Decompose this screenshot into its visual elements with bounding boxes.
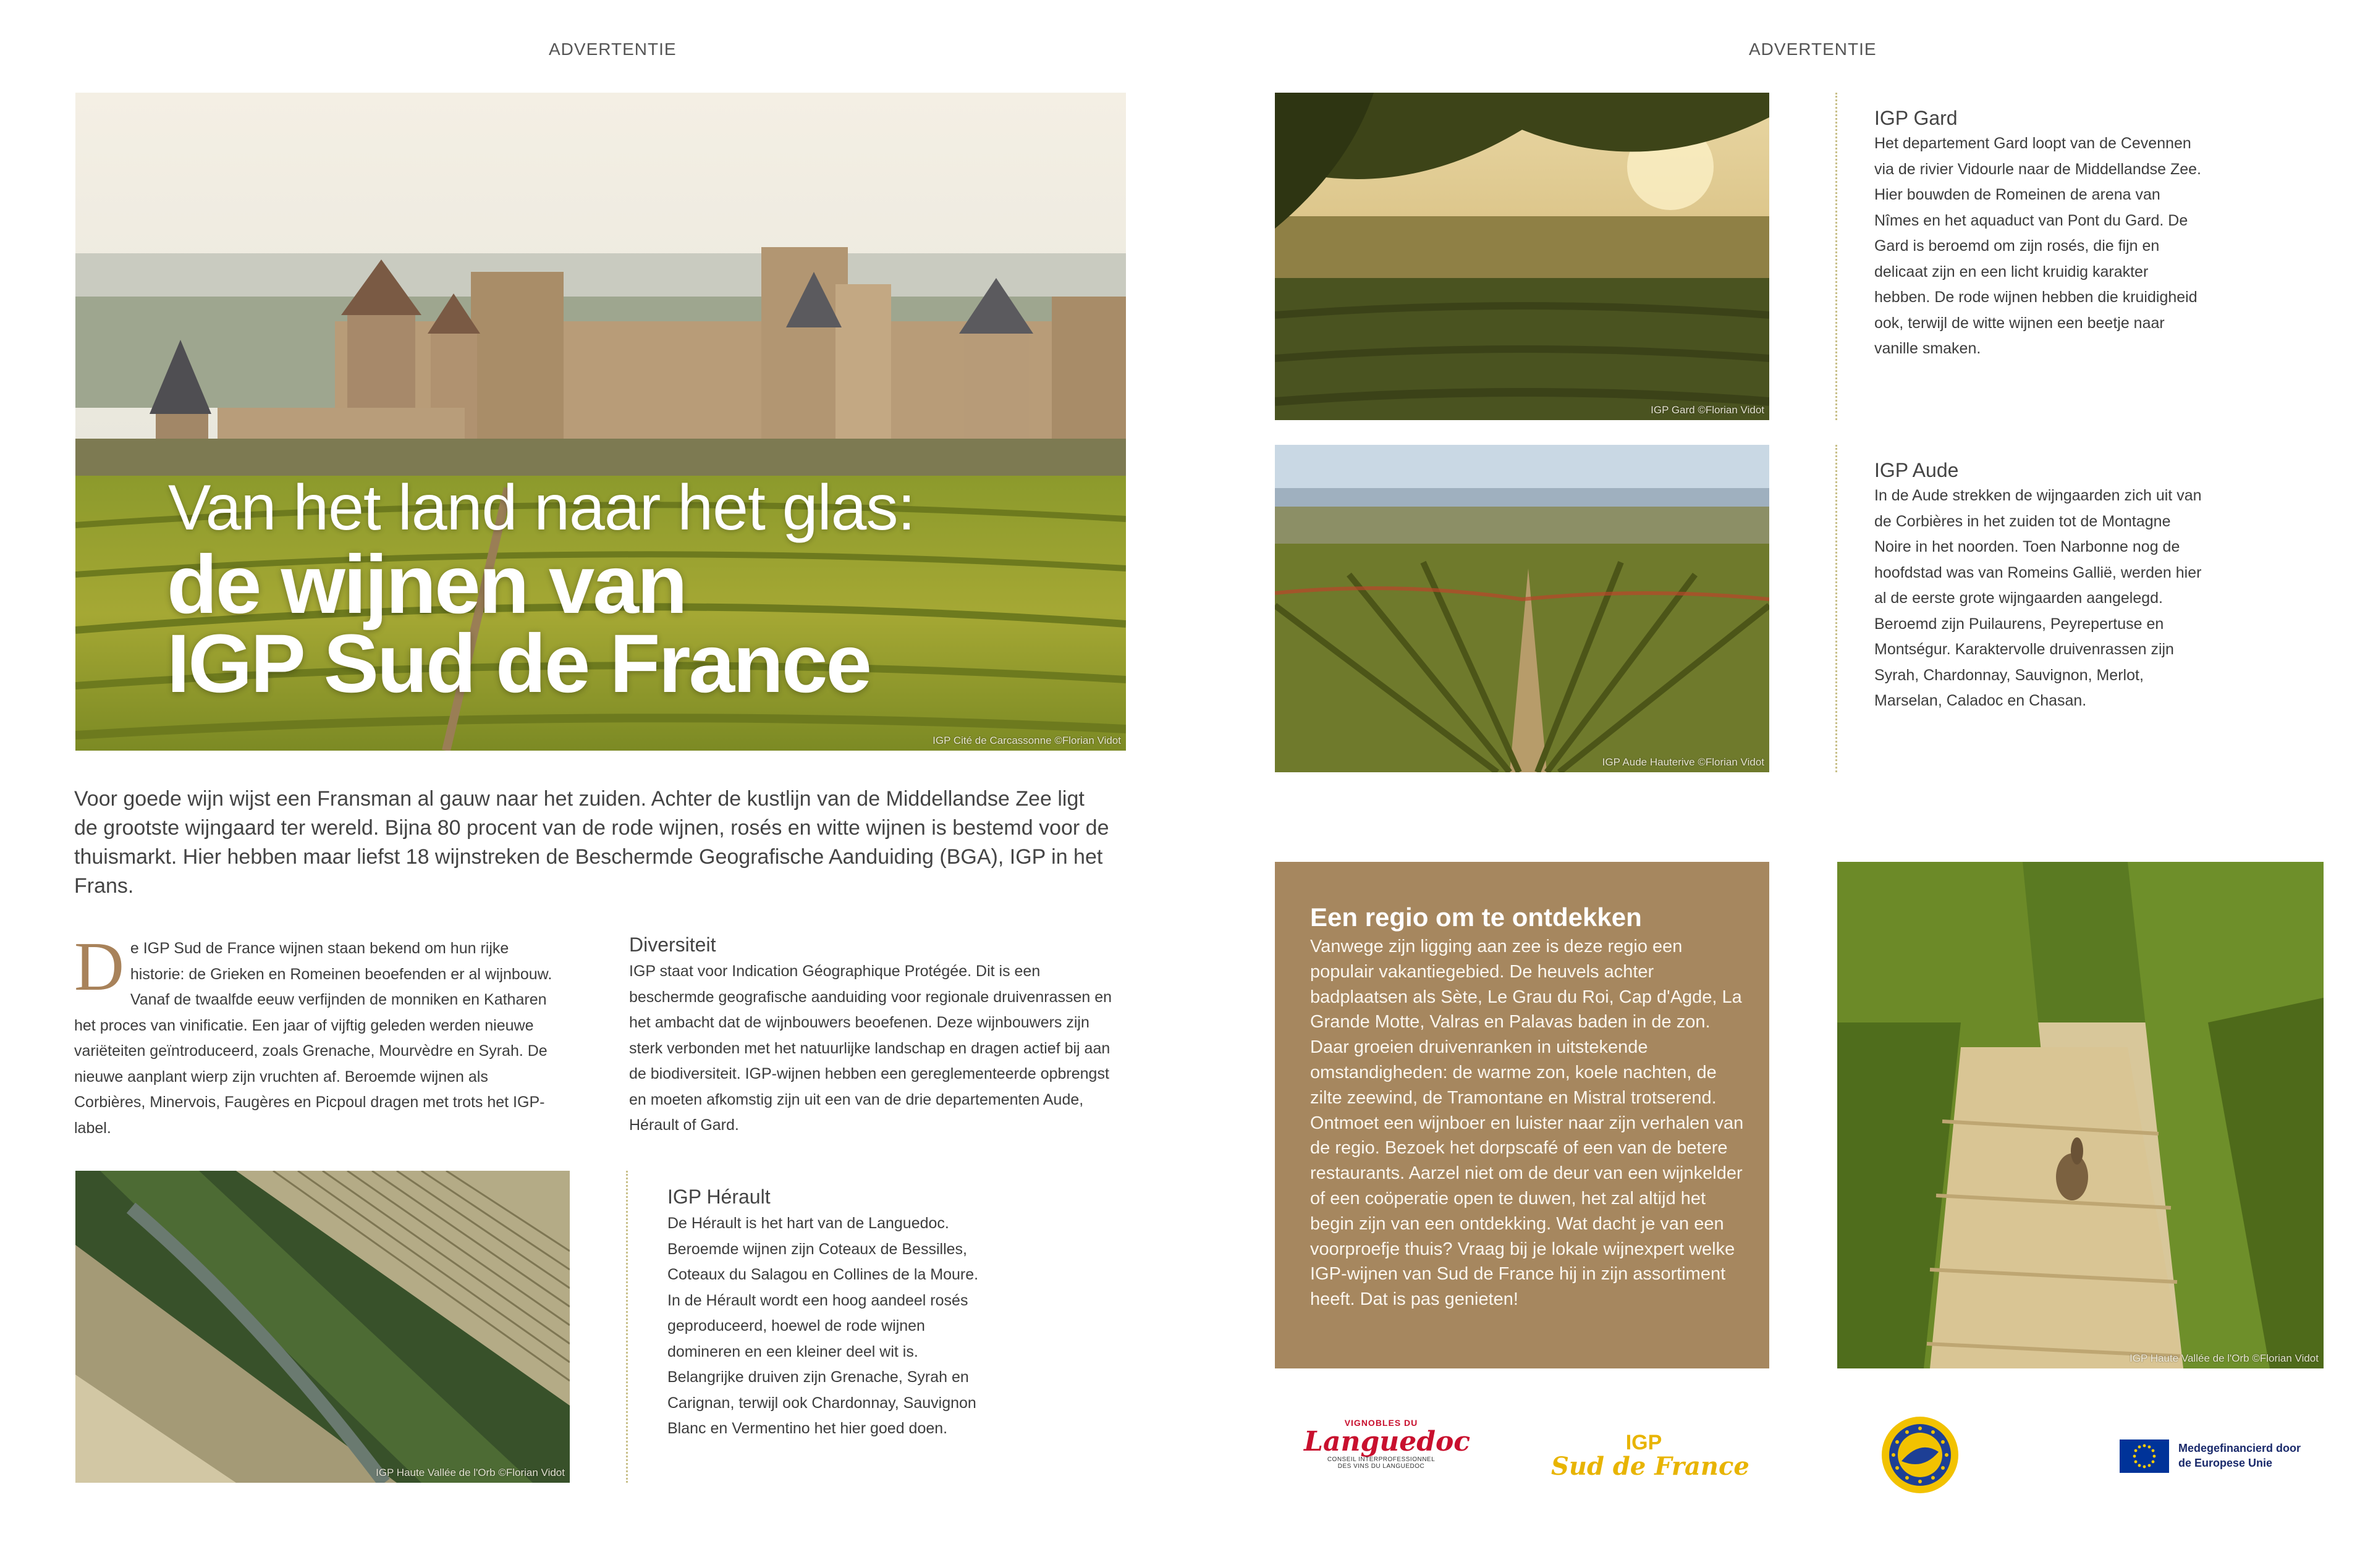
hero-title-light: Van het land naar het glas:	[168, 472, 915, 544]
hero-carcassonne-photo	[75, 93, 1126, 751]
herault-rule	[626, 1171, 628, 1483]
hero-photo-credit: IGP Cité de Carcassonne ©Florian Vidot	[933, 735, 1121, 746]
intro-text: e IGP Sud de France wijnen staan bekend om hun rijke historie: de Grieken en Romeinen beoefenden er al wijnbouw. Vanaf de twaalfde eeuw verfijnden de monniken en Katharen het proces van vinificatie. Een jaar of vijftig geleden werden nieuwe variëteiten geïntroduceerd, zoals Grenache, Mourvèdre en Syrah. De nieuwe aanplant wierp zijn vruchten af. Beroemde wijnen als Corbières, Minervois, Faugères en Picpoul dragen met trots het IGP-label.	[74, 940, 552, 1137]
languedoc-logo-main: Languedoc	[1304, 1426, 1471, 1457]
herault-text: De Hérault is het hart van de Languedoc. Beroemde wijnen zijn Coteaux de Bessilles, Coteaux du Salagou en Collines de la Moure. In de Hérault wordt een hoog aandeel rosés geproduceerd, hoewel de rode wijnen domineren en een kleiner deel wit is. Belangrijke druiven zijn Grenache, Syrah en Carignan, terwijl ook Chardonnay, Sauvignon Blanc en Vermentino het hier goed doen.	[667, 1215, 979, 1437]
gard-heading: IGP Gard	[1874, 107, 1958, 129]
herault-heading: IGP Hérault	[667, 1186, 771, 1208]
vineyard-hare-photo	[1837, 862, 2324, 1368]
advertentie-label-left: ADVERTENTIE	[549, 40, 677, 59]
igp-logo-top: IGP	[1625, 1431, 1662, 1454]
languedoc-logo-sub2: DES VINS DU LANGUEDOC	[1337, 1463, 1425, 1470]
hero-title-bold-line1: de wijnen van	[167, 539, 686, 631]
gard-photo	[1275, 93, 1769, 420]
igp-logo-main: Sud de France	[1551, 1452, 1749, 1481]
dropcap-letter: D	[74, 929, 124, 1005]
vineyard-photo-credit: IGP Haute Vallée de l'Orb ©Florian Vidot	[2130, 1352, 2319, 1364]
hero-title-bold-line2: IGP Sud de France	[167, 618, 870, 710]
languedoc-logo-top: VIGNOBLES DU	[1344, 1418, 1418, 1428]
aude-photo-credit: IGP Aude Hauterive ©Florian Vidot	[1602, 756, 1764, 768]
vignobles-languedoc-logo	[1304, 1418, 1471, 1492]
aude-rule	[1835, 445, 1837, 772]
aude-photo	[1275, 445, 1769, 772]
advertentie-label-right: ADVERTENTIE	[1749, 40, 1877, 59]
igp-eu-seal-icon	[1880, 1415, 1960, 1495]
diversity-text: IGP staat voor Indication Géographique Protégée. Dit is een beschermde geografische aanduiding voor regionale druivenrassen en het ambacht dat de wijnbouwers beoefenen. Deze wijnbouwers zijn sterk verbonden met het natuurlijke landschap en dragen actief bij aan de biodiversiteit. IGP-wijnen hebben een gereglementeerde opbrengst en moeten afkomstig zijn uit een van de drie departementen Aude, Hérault of Gard.	[629, 963, 1112, 1134]
lead-paragraph: Voor goede wijn wijst een Fransman al gauw naar het zuiden. Achter de kustlijn van de Middellandse Zee ligt de grootste wijngaard ter wereld. Bijna 80 procent van de rode wijnen, rosés en witte wijnen is bestemd voor de thuismarkt. Hier hebben maar liefst 18 wijnstreken de Beschermde Geografische Aanduiding (BGA), IGP in het Frans.	[74, 787, 1109, 898]
herault-photo-credit: IGP Haute Vallée de l'Orb ©Florian Vidot	[376, 1467, 565, 1478]
gard-photo-credit: IGP Gard ©Florian Vidot	[1651, 404, 1764, 416]
intro-column	[74, 929, 562, 1141]
aude-heading: IGP Aude	[1874, 459, 1959, 481]
eu-logo-line2: de Europese Unie	[2178, 1457, 2273, 1469]
eu-logo-line1: Medegefinancierd door	[2178, 1442, 2301, 1454]
gard-text: Het departement Gard loopt van de Cevennen via de rivier Vidourle naar de Middellandse Zee. Hier bouwden de Romeinen de arena van Nîmes en het aquaduct van Pont du Gard. De Gard is beroemd om zijn rosés, die fijn en delicaat zijn en een licht kruidig karakter hebben. De rode wijnen hebben die kruidigheid ook, terwijl de witte wijnen een beetje naar vanille smaken.	[1874, 135, 2202, 357]
eu-flag-icon	[2120, 1439, 2169, 1473]
region-box-title: Een regio om te ontdekken	[1310, 903, 1642, 932]
igp-sud-de-france-logo	[1551, 1431, 1749, 1494]
languedoc-logo-sub1: CONSEIL INTERPROFESSIONNEL	[1327, 1456, 1436, 1463]
diversity-heading: Diversiteit	[629, 934, 716, 956]
region-box-text: Vanwege zijn ligging aan zee is deze regio een populair vakantiegebied. De heuvels achter badplaatsen als Sète, Le Grau du Roi, Cap d'Agde, La Grande Motte, Valras en Palavas baden in de zon. Daar groeien druivenranken in uitstekende omstandigheden: de warme zon, koele nachten, de zilte zeewind, de Tramontane en Mistral trotserend. Ontmoet een wijnboer en luister naar zijn verhalen van de regio. Bezoek het dorpscafé of een van de betere restaurants. Aarzel niet om de deur van een wijnkelder of een coöperatie open te duwen, het zal altijd het begin zijn van een ontdekking. Wat dacht je van een voorproefje thuis? Vraag bij je lokale wijnexpert welke IGP-wijnen van Sud de France hij in zijn assortiment heeft. Dat is pas genieten!	[1310, 937, 1744, 1310]
region-info-box	[1275, 862, 1769, 1368]
gard-rule	[1835, 93, 1837, 420]
aude-text: In de Aude strekken de wijngaarden zich uit van de Corbières in het zuiden tot de Montagne Noire in het noorden. Toen Narbonne nog de hoofdstad was van Romeins Gallië, werden hier al de eerste grote wijngaarden aangelegd. Beroemd zijn Puilaurens, Peyrepertuse en Montségur. Karaktervolle druivenrassen zijn Syrah, Chardonnay, Sauvignon, Merlot, Marselan, Caladoc en Chasan.	[1874, 487, 2202, 709]
eu-cofunded-logo	[2120, 1439, 2324, 1477]
herault-aerial-photo	[75, 1171, 570, 1483]
